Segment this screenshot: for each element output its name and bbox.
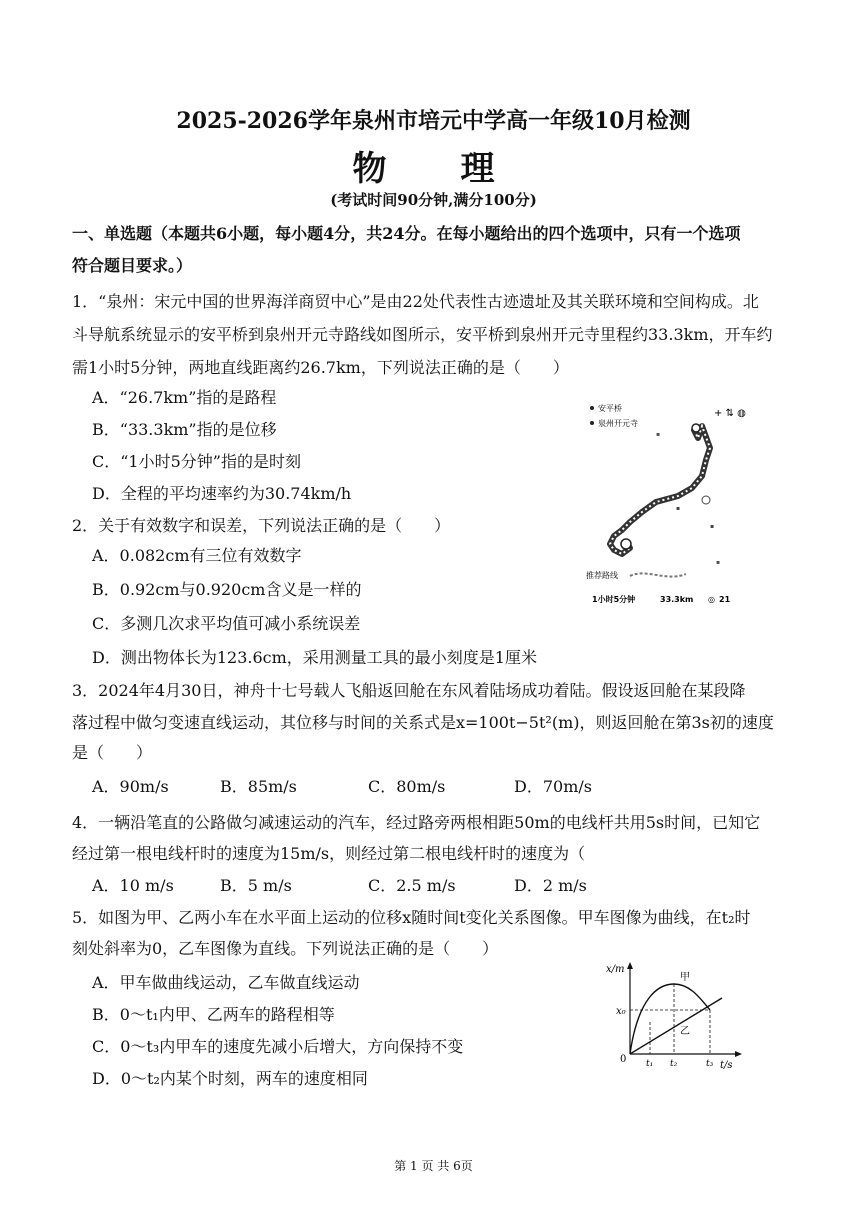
curve-jia-label: 甲 bbox=[680, 972, 690, 983]
question-1-line-3: 需1小时5分钟，两地直线距离约26.7km，下列说法正确的是（ ） bbox=[72, 358, 569, 377]
q2-option-c: C．多测几次求平均值可减小系统误差 bbox=[92, 614, 361, 633]
map-route-label: 推荐路线 bbox=[586, 571, 618, 580]
question-1-line-2: 斗导航系统显示的安平桥到泉州开元寺路线如图所示，安平桥到泉州开元寺里程约33.3km，开车约 bbox=[72, 325, 773, 344]
question-3-line-2: 落过程中做匀变速直线运动，其位移与时间的关系式是x=100t−5t²(m)，则返回舱在第3s初的速度 bbox=[72, 713, 774, 732]
q1-option-c: C．“1小时5分钟”指的是时刻 bbox=[92, 452, 301, 471]
q2-option-b: B．0.92cm与0.920cm含义是一样的 bbox=[92, 580, 362, 599]
q1-option-a: A．“26.7km”指的是路程 bbox=[92, 388, 277, 407]
x0-label: x₀ bbox=[616, 1006, 626, 1017]
y-axis-arrow bbox=[627, 962, 633, 969]
q3-option-c: C．80m/s bbox=[368, 777, 446, 796]
xt-graph-figure bbox=[600, 958, 750, 1070]
map-place-4: ▪ bbox=[716, 559, 721, 566]
question-5-line-1: 5．如图为甲、乙两小车在水平面上运动的位移x随时间t变化关系图像。甲车图像为曲线，在t₂时 bbox=[72, 908, 751, 927]
map-legend-end: 泉州开元寺 bbox=[598, 419, 638, 428]
q5-option-c: C．0～t₃内甲车的速度先减小后增大，方向保持不变 bbox=[92, 1037, 464, 1056]
t3-label: t₃ bbox=[706, 1059, 714, 1069]
legend-start-dot bbox=[590, 406, 594, 410]
line-yi-label: 乙 bbox=[680, 1026, 690, 1037]
t2-label: t₂ bbox=[670, 1059, 678, 1069]
x-axis-label: t/s bbox=[720, 1060, 733, 1070]
map-info-distance: 33.3km bbox=[660, 595, 694, 604]
route-map-figure bbox=[586, 396, 756, 608]
q2-option-a: A．0.082cm有三位有效数字 bbox=[92, 546, 302, 565]
x-axis-arrow bbox=[735, 1051, 742, 1057]
question-1-line-1: 1．“泉州：宋元中国的世界海洋商贸中心”是由22处代表性古迹遗址及其关联环境和空间构成。北 bbox=[72, 292, 759, 311]
q4-option-d: D．2 m/s bbox=[514, 876, 587, 895]
map-place-1: ▪ bbox=[676, 505, 681, 512]
page-footer: 第 1 页 共 6页 bbox=[394, 1159, 473, 1173]
q1-option-b: B．“33.3km”指的是位移 bbox=[92, 420, 277, 439]
question-3-line-3: 是（ ） bbox=[72, 743, 153, 762]
q5-option-d: D．0～t₂内某个时刻，两车的速度相同 bbox=[92, 1069, 368, 1088]
q3-option-d: D．70m/s bbox=[514, 777, 592, 796]
subject-title: 物 理 bbox=[352, 149, 515, 189]
q2-option-d: D．测出物体长为123.6cm，采用测量工具的最小刻度是1厘米 bbox=[92, 648, 537, 667]
exam-info: (考试时间90分钟,满分100分) bbox=[330, 191, 537, 209]
q5-option-a: A．甲车做曲线运动，乙车做直线运动 bbox=[92, 973, 360, 992]
q4-option-a: A．10 m/s bbox=[92, 876, 174, 895]
map-coastline bbox=[630, 573, 686, 576]
t1-label: t₁ bbox=[646, 1059, 654, 1069]
question-4-line-2: 经过第一根电线杆时的速度为15m/s，则经过第二根电线杆时的速度为（ bbox=[72, 844, 586, 863]
map-info-time: 1小时5分钟 bbox=[592, 595, 636, 604]
q4-option-c: C．2.5 m/s bbox=[368, 876, 456, 895]
map-info-lights: 21 bbox=[719, 595, 731, 604]
start-marker bbox=[692, 424, 700, 432]
section-heading: 一、单选题（本题共6小题，每小题4分，共24分。在每小题给出的四个选项中，只有一个选项 bbox=[72, 224, 741, 243]
origin-label: 0 bbox=[620, 1054, 627, 1065]
legend-end-dot bbox=[590, 421, 594, 425]
q5-option-b: B．0～t₁内甲、乙两车的路程相等 bbox=[92, 1005, 335, 1024]
question-2-line-1: 2．关于有效数字和误差，下列说法正确的是（ ） bbox=[72, 516, 451, 535]
y-axis-label: x/m bbox=[606, 964, 625, 975]
q4-option-b: B．5 m/s bbox=[220, 876, 292, 895]
map-place-3: ▪ bbox=[656, 431, 661, 438]
map-legend-start: 安平桥 bbox=[598, 404, 622, 413]
question-5-line-2: 刻处斜率为0，乙车图像为直线。下列说法正确的是（ ） bbox=[72, 939, 499, 958]
section-heading-cont: 符合题目要求。） bbox=[72, 256, 193, 275]
q1-option-d: D．全程的平均速率约为30.74km/h bbox=[92, 484, 352, 503]
traffic-light-icon: ◎ bbox=[708, 595, 715, 604]
end-marker bbox=[621, 539, 631, 549]
question-4-line-1: 4．一辆沿笔直的公路做匀减速运动的汽车，经过路旁两根相距50m的电线杆共用5s时间，已知它 bbox=[72, 813, 761, 832]
q3-option-b: B．85m/s bbox=[220, 777, 297, 796]
map-toolbar-icons: + ⇅ ◍ bbox=[714, 408, 746, 419]
exam-title: 2025-2026学年泉州市培元中学高一年级10月检测 bbox=[176, 108, 691, 134]
route-path bbox=[610, 426, 710, 554]
map-poi-marker bbox=[702, 496, 710, 504]
curve-jia bbox=[630, 984, 710, 1054]
question-3-line-1: 3．2024年4月30日，神舟十七号载人飞船返回舱在东风着陆场成功着陆。假设返回舱在某段降 bbox=[72, 681, 746, 700]
q3-option-a: A．90m/s bbox=[92, 777, 169, 796]
route-path-inner bbox=[610, 426, 710, 554]
map-place-2: ▪ bbox=[710, 523, 715, 530]
